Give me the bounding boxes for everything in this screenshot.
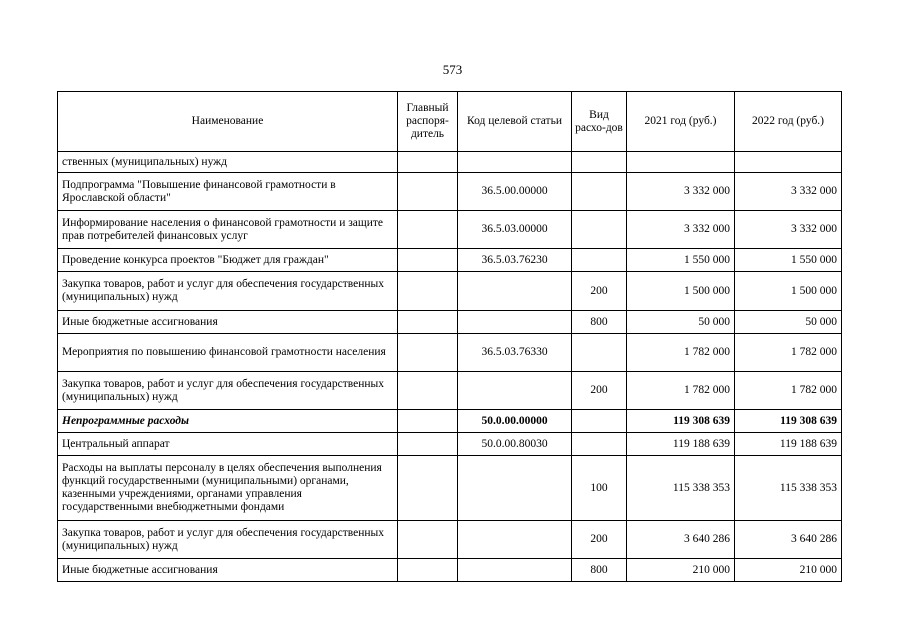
cell-2022: 1 782 000 <box>735 334 842 372</box>
cell-code <box>458 521 572 559</box>
cell-2021: 119 308 639 <box>627 410 735 433</box>
cell-manager <box>398 433 458 456</box>
cell-2021: 1 500 000 <box>627 272 735 311</box>
cell-code <box>458 272 572 311</box>
cell-2022: 3 332 000 <box>735 211 842 249</box>
cell-2021: 3 332 000 <box>627 211 735 249</box>
table-row <box>58 173 842 211</box>
cell-type: 100 <box>572 456 627 521</box>
cell-name: Иные бюджетные ассигнования <box>58 311 398 334</box>
cell-name: Закупка товаров, работ и услуг для обеспечения государственных (муниципальных) нужд <box>58 372 398 410</box>
page-number: 573 <box>442 62 463 77</box>
cell-2022: 3 332 000 <box>735 173 842 211</box>
cell-name: Закупка товаров, работ и услуг для обеспечения государственных (муниципальных) нужд <box>58 521 398 559</box>
table-row <box>58 372 842 410</box>
cell-2022: 50 000 <box>735 311 842 334</box>
cell-2022: 1 782 000 <box>735 372 842 410</box>
cell-type <box>572 433 627 456</box>
cell-manager <box>398 334 458 372</box>
cell-2021: 115 338 353 <box>627 456 735 521</box>
header-type: Вид расхо-дов <box>572 92 627 152</box>
cell-manager <box>398 249 458 272</box>
table-row <box>58 521 842 559</box>
header-name: Наименование <box>58 92 398 152</box>
cell-type: 200 <box>572 521 627 559</box>
table-row <box>58 152 842 173</box>
cell-manager <box>398 272 458 311</box>
table-row <box>58 334 842 372</box>
cell-name: Проведение конкурса проектов "Бюджет для граждан" <box>58 249 398 272</box>
table-row <box>58 249 842 272</box>
cell-2021: 210 000 <box>627 559 735 582</box>
budget-table <box>57 91 842 582</box>
table-header-row <box>58 92 842 152</box>
table-row <box>58 433 842 456</box>
cell-2021: 1 782 000 <box>627 372 735 410</box>
table-row <box>58 211 842 249</box>
table-row <box>58 311 842 334</box>
header-2021: 2021 год (руб.) <box>627 92 735 152</box>
header-2022: 2022 год (руб.) <box>735 92 842 152</box>
cell-type: 200 <box>572 272 627 311</box>
cell-2021: 50 000 <box>627 311 735 334</box>
cell-name: Закупка товаров, работ и услуг для обеспечения государственных (муниципальных) нужд <box>58 272 398 311</box>
cell-code: 50.0.00.80030 <box>458 433 572 456</box>
cell-code <box>458 456 572 521</box>
cell-2022: 1 550 000 <box>735 249 842 272</box>
cell-2022 <box>735 152 842 173</box>
cell-2022: 119 188 639 <box>735 433 842 456</box>
cell-2022: 115 338 353 <box>735 456 842 521</box>
cell-2022: 3 640 286 <box>735 521 842 559</box>
cell-code: 36.5.03.76330 <box>458 334 572 372</box>
cell-name: Мероприятия по повышению финансовой грамотности населения <box>58 334 398 372</box>
cell-type <box>572 334 627 372</box>
cell-name: Центральный аппарат <box>58 433 398 456</box>
cell-2021: 3 640 286 <box>627 521 735 559</box>
cell-type: 800 <box>572 311 627 334</box>
cell-2021 <box>627 152 735 173</box>
cell-code: 36.5.03.76230 <box>458 249 572 272</box>
cell-type <box>572 211 627 249</box>
cell-2021: 1 782 000 <box>627 334 735 372</box>
cell-2021: 1 550 000 <box>627 249 735 272</box>
table-row <box>58 272 842 311</box>
header-manager: Главный распоря-дитель <box>398 92 458 152</box>
cell-manager <box>398 173 458 211</box>
cell-2022: 119 308 639 <box>735 410 842 433</box>
cell-manager <box>398 311 458 334</box>
cell-type: 800 <box>572 559 627 582</box>
cell-type <box>572 249 627 272</box>
header-code: Код целевой статьи <box>458 92 572 152</box>
cell-name: Информирование населения о финансовой грамотности и защите прав потребителей финансовых услуг <box>58 211 398 249</box>
cell-code: 36.5.00.00000 <box>458 173 572 211</box>
cell-2022: 1 500 000 <box>735 272 842 311</box>
cell-type <box>572 410 627 433</box>
cell-manager <box>398 152 458 173</box>
cell-manager <box>398 211 458 249</box>
cell-type <box>572 173 627 211</box>
cell-code: 50.0.00.00000 <box>458 410 572 433</box>
cell-2021: 3 332 000 <box>627 173 735 211</box>
cell-manager <box>398 456 458 521</box>
cell-type <box>572 152 627 173</box>
cell-manager <box>398 410 458 433</box>
cell-code <box>458 311 572 334</box>
cell-code <box>458 152 572 173</box>
cell-type: 200 <box>572 372 627 410</box>
cell-name: Подпрограмма "Повышение финансовой грамотности в Ярославской области" <box>58 173 398 211</box>
table-row <box>58 456 842 521</box>
table-row <box>58 410 842 433</box>
cell-code <box>458 559 572 582</box>
cell-name: Иные бюджетные ассигнования <box>58 559 398 582</box>
cell-name: ственных (муниципальных) нужд <box>58 152 398 173</box>
cell-code: 36.5.03.00000 <box>458 211 572 249</box>
cell-manager <box>398 372 458 410</box>
cell-name: Непрограммные расходы <box>58 410 398 433</box>
cell-name: Расходы на выплаты персоналу в целях обеспечения выполнения функций государственными (муниципальными) органами, казенными учреждениями, органами управления государственными внебюджетными фондами <box>58 456 398 521</box>
cell-2021: 119 188 639 <box>627 433 735 456</box>
cell-code <box>458 372 572 410</box>
table-row <box>58 559 842 582</box>
cell-2022: 210 000 <box>735 559 842 582</box>
cell-manager <box>398 521 458 559</box>
cell-manager <box>398 559 458 582</box>
